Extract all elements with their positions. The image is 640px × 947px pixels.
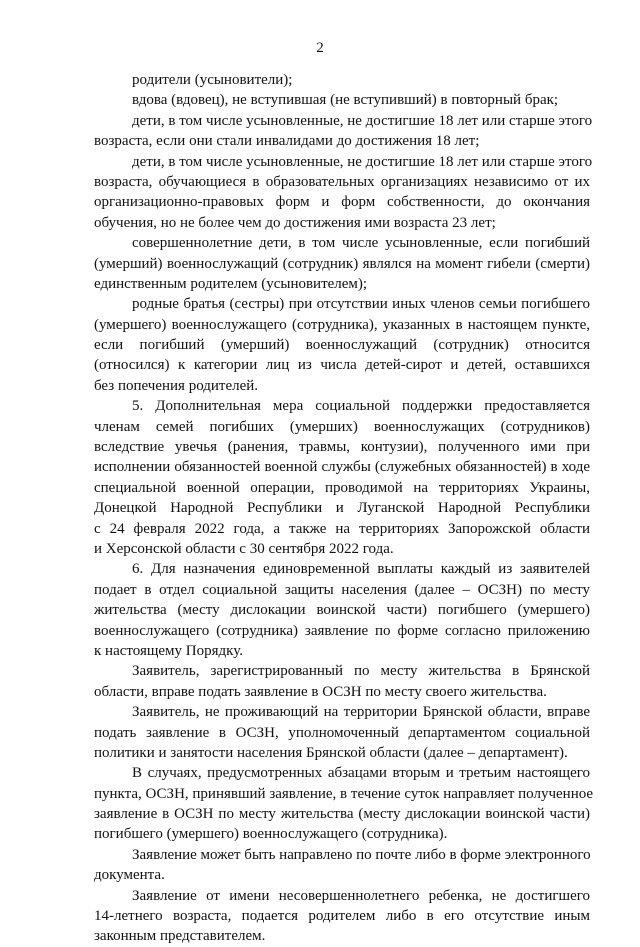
text-line: Заявитель, зарегистрированный по месту жительства в Брянской <box>132 663 590 680</box>
text-line: (относился) к категории лиц из числа детей-сирот и детей, оставшихся <box>94 357 590 374</box>
text-line: законным представителем. <box>94 928 266 945</box>
text-line: (умерший) военнослужащий (сотрудник) являлся на момент гибели (смерти) <box>94 255 590 272</box>
text-line: вдова (вдовец), не вступившая (не вступивший) в повторный брак; <box>132 92 559 109</box>
text-line: Заявитель, не проживающий на территории Брянской области, вправе <box>132 704 590 721</box>
text-line: 14-летнего возраста, подается родителем либо в его отсутствие иным <box>94 908 590 925</box>
text-line: дети, в том числе усыновленные, не достигшие 18 лет или старше этого <box>132 153 593 170</box>
text-line: без попечения родителей. <box>94 377 259 394</box>
text-line: В случаях, предусмотренных абзацами вторым и третьим настоящего <box>132 765 590 782</box>
text-line: (умершего) военнослужащего (сотрудника), указанных в настоящем пункте, <box>94 316 590 333</box>
document-body <box>94 70 594 947</box>
text-line: жительства (месту дислокации воинской части) погибшего (умершего) <box>94 602 590 619</box>
text-line: Заявление может быть направлено по почте либо в форме электронного <box>132 846 591 863</box>
text-line: 6. Для назначения единовременной выплаты каждый из заявителей <box>132 561 590 578</box>
text-line: к настоящему Порядку. <box>94 642 243 659</box>
text-line: специальной военной операции, проводимой на территориях Украины, <box>94 479 590 496</box>
text-line: погибшего (умершего) военнослужащего (сотрудника). <box>94 826 448 843</box>
text-line: подает в отдел социальной защиты населения (далее – ОСЗН) по месту <box>94 581 590 598</box>
text-line: совершеннолетние дети, в том числе усыновленные, если погибший <box>132 235 590 252</box>
text-line: организационно-правовых форм и форм собственности, до окончания <box>94 194 590 211</box>
text-line: единственным родителем (усыновителем); <box>94 275 368 292</box>
text-line: военнослужащего (сотрудника) заявление по форме согласно приложению <box>94 622 590 639</box>
text-line: документа. <box>94 867 165 884</box>
text-line: 5. Дополнительная мера социальной поддержки предоставляется <box>132 398 590 415</box>
text-line: исполнении обязанностей военной службы (служебных обязанностей) в ходе <box>94 459 590 476</box>
text-line: политики и занятости населения Брянской области (далее – департамент). <box>94 744 568 761</box>
text-line: Заявление от имени несовершеннолетнего ребенка, не достигшего <box>132 887 590 904</box>
text-line: если погибший (умерший) военнослужащий (сотрудник) относится <box>94 337 590 354</box>
text-line: заявление в ОСЗН по месту жительства (месту дислокации воинской части) <box>94 806 590 823</box>
text-line: и Херсонской области с 30 сентября 2022 года. <box>94 540 394 557</box>
text-line: дети, в том числе усыновленные, не достигшие 18 лет или старше этого <box>132 112 593 129</box>
text-line: членам семей погибших (умерших) военнослужащих (сотрудников) <box>94 418 590 435</box>
text-line: Донецкой Народной Республики и Луганской Народной Республики <box>94 500 590 517</box>
text-line: родные братья (сестры) при отсутствии иных членов семьи погибшего <box>132 296 590 313</box>
text-line: пункта, ОСЗН, принявший заявление, в течение суток направляет полученное <box>94 785 594 802</box>
text-line: с 24 февраля 2022 года, а также на территориях Запорожской области <box>94 520 590 537</box>
text-line: родители (усыновители); <box>132 72 293 88</box>
text-line: возраста, обучающиеся в образовательных организациях независимо от их <box>94 173 590 190</box>
text-line: обучения, но не более чем до достижения ими возраста 23 лет; <box>94 214 496 231</box>
text-line: подать заявление в ОСЗН, уполномоченный департаментом социальной <box>94 724 590 741</box>
page-number: 2 <box>316 40 324 56</box>
text-line: вследствие увечья (ранения, травмы, контузии), полученного ими при <box>94 439 590 456</box>
text-line: возраста, если они стали инвалидами до достижения 18 лет; <box>94 133 480 150</box>
text-line: области, вправе подать заявление в ОСЗН по месту своего жительства. <box>94 683 547 700</box>
